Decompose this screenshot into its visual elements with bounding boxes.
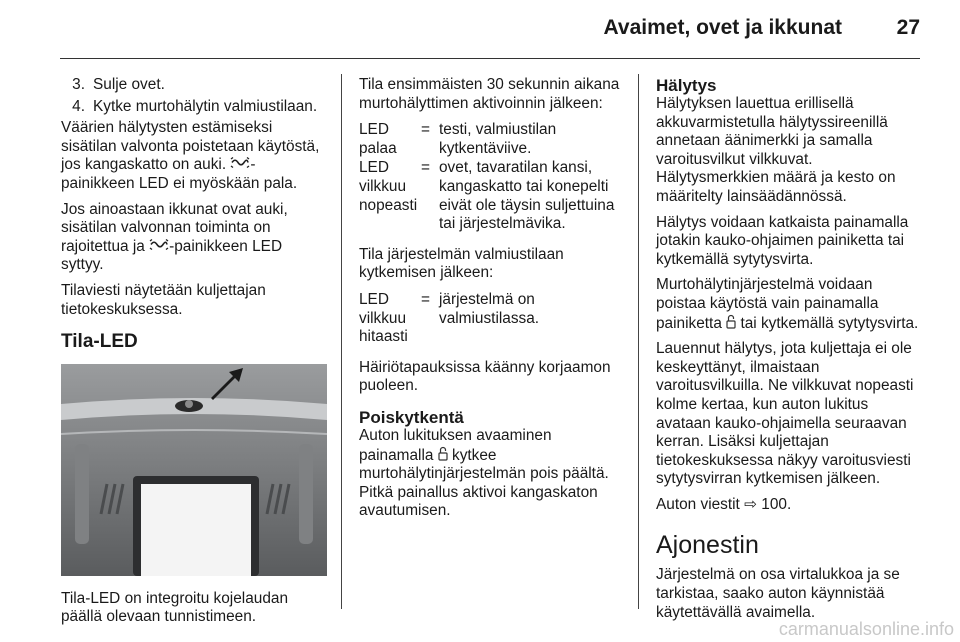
heading-immobiliser: Ajonestin [656,531,759,560]
page-reference-arrow-icon: ⇨ [744,495,758,513]
unlock-icon [438,446,448,460]
dashboard-illustration [61,364,327,576]
definition-description: järjestelmä on valmiustilassa. [439,290,540,327]
definition-equals: = [421,159,430,177]
list-item [61,98,327,117]
sensor-waves-icon [149,239,169,252]
definition-row [359,121,623,158]
definition-equals: = [421,121,430,139]
definition-description: ovet, tavaratilan kansi, kangaskatto tai konepelti eivät ole täysin suljettuina tai järjestelmävika. [439,159,615,233]
watermark: carmanualsonline.info [778,619,954,639]
paragraph-windows: Jos ainoastaan ikkunat ovat auki, sisätilan valvonnan toiminta on rajoitettua ja -painikkeen LED syttyy. [61,200,288,274]
paragraph-alarm-4: Lauennut hälytys, jota kuljettaja ei ole keskeyttänyt, ilmaistaan varoitusvilkuilla. Ne vilkkuvat nopeasti kolme kertaa, kun auton lukitus avataan kauko-ohjaimella seuraavan kerran. Lisäksi kuljettajan tietokeskuksessa näkyy varoitusviesti sytytysvirran kytkemisen jälkeen. [656,340,914,488]
heading-status-led: Tila-LED [61,331,138,353]
paragraph-status-message: Tilaviesti näytetään kuljettajan tietokeskuksessa. [61,281,266,318]
definition-term: LED palaa [359,121,397,157]
page-header [60,0,920,59]
definition-description: testi, valmiustilan kytkentäviive. [439,121,557,157]
unlock-icon [726,314,736,328]
definition-term: LED vilkkuu hitaasti [359,290,408,346]
column-divider [638,74,639,609]
armed-definition-list [359,291,623,347]
paragraph-intro-armed: Tila järjestelmän valmiustilaan kytkemisen jälkeen: [359,245,564,282]
definition-row [359,291,623,347]
paragraph-immobiliser: Järjestelmä on osa virtalukkoa ja se tarkistaa, saako auton käynnistää käytettävällä avaimella. [656,566,900,621]
definition-row [359,159,623,233]
list-text: Sulje ovet. [93,76,165,93]
heading-deactivation: Poiskytkentä [359,407,464,427]
paragraph-malfunction: Häiriötapauksissa käänny korjaamon puoleen. [359,358,611,395]
list-number: 4. [72,97,85,115]
definition-equals: = [421,290,430,308]
definition-term: LED vilkkuu nopeasti [359,159,418,214]
sensor-waves-icon [230,157,250,170]
paragraph-vehicle-messages-ref: Auton viestit ⇨ 100. [656,495,792,513]
paragraph-alarm-2: Hälytys voidaan katkaista painamalla jotakin kauko-ohjaimen painiketta tai kytkemällä sytytysvirta. [656,213,909,268]
paragraph-intro-30s: Tila ensimmäisten 30 sekunnin aikana murtohälyttimen aktivoinnin jälkeen: [359,76,620,112]
column-2 [359,76,623,528]
column-divider [341,74,342,609]
column-1 [61,76,327,634]
paragraph-alarm-3: Murtohälytinjärjestelmä voidaan poistaa käytöstä vain painamalla painiketta tai kytkemällä sytytysvirta. [656,276,919,332]
paragraph-deactivation: Auton lukituksen avaaminen painamalla kytkee murtohälytinjärjestelmän pois päältä. Pitkä painallus aktivoi kangaskaton avautumisen. [359,426,609,520]
section-title: Avaimet, ovet ja ikkunat [603,16,842,39]
paragraph-sunroof: Väärien hälytysten estämiseksi sisätilan valvonta poistetaan käytöstä, jos kangaskatto on auki. -painikkeen LED ei myöskään pala. [61,119,320,192]
heading-alarm: Hälytys [656,76,717,95]
list-text: Kytke murtohälytin valmiustilaan. [93,97,318,115]
status-definition-list [359,121,623,234]
page-number: 27 [896,16,920,39]
list-number: 3. [72,76,85,93]
column-3 [656,76,922,629]
image-caption: Tila-LED on integroitu kojelaudan päällä olevaan tunnistimeen. [61,589,289,626]
paragraph-alarm-1: Hälytyksen lauettua erillisellä akkuvarmistetulla hälytyssireenillä annetaan äänimerkki ja samalla varoitusvilkut vilkkuvat. Hälytysmerkkien määrä ja kesto on määritelty lainsäädännössä. [656,95,896,205]
list-item [61,76,327,95]
